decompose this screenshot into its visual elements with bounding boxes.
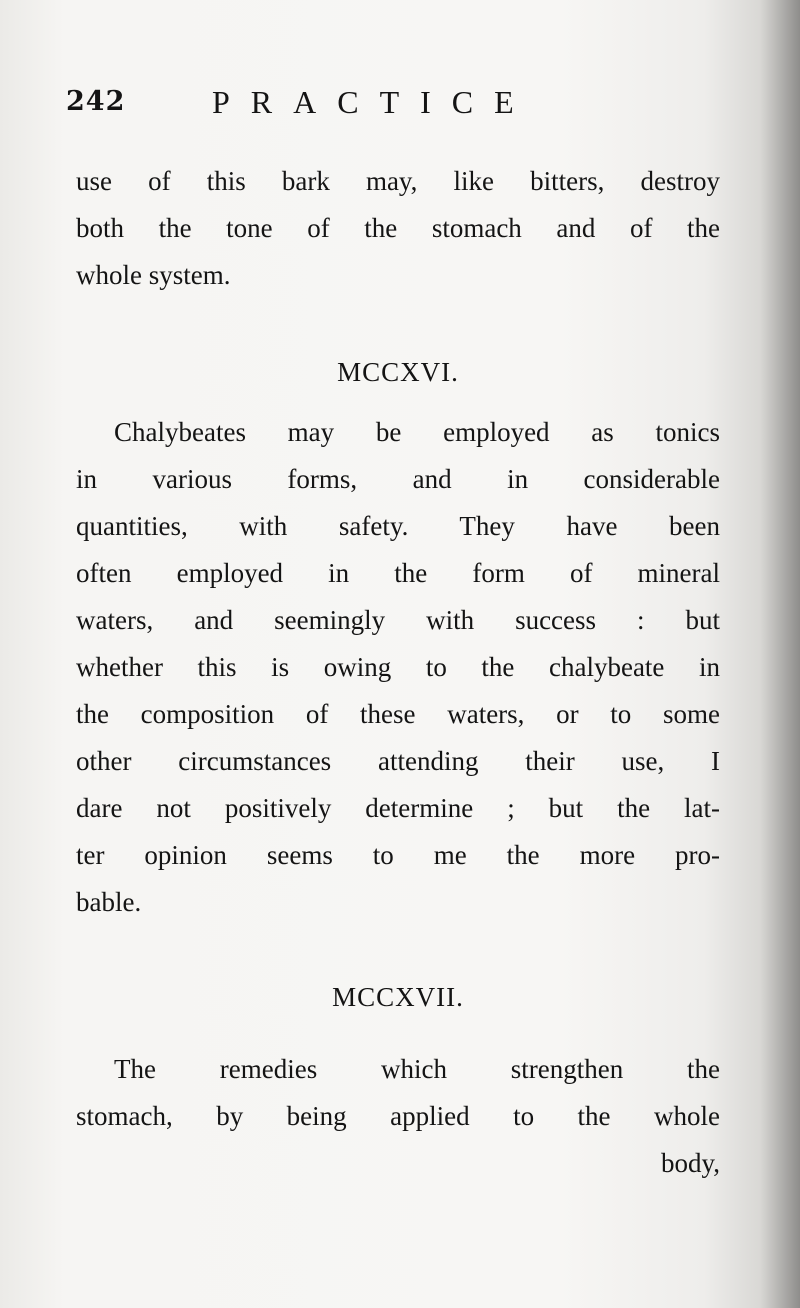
- text-line: stomach, by being applied to the whole: [76, 1101, 720, 1131]
- text-line: bable.: [76, 887, 142, 917]
- text-line: both the tone of the stomach and of the: [76, 213, 720, 243]
- text-line: dare not positively determine ; but the lat-: [76, 793, 720, 823]
- text-line: whether this is owing to the chalybeate in: [76, 652, 720, 682]
- text-line: ter opinion seems to me the more pro-: [76, 840, 720, 870]
- section-paragraph: [76, 409, 720, 926]
- text-line: whole system.: [76, 260, 231, 290]
- text-line: quantities, with safety. They have been: [76, 511, 720, 541]
- text-line: The remedies which strengthen the: [114, 1054, 720, 1084]
- continuation-paragraph: [76, 158, 720, 299]
- section-heading: MCCXVI.: [337, 357, 459, 387]
- section-paragraph: [76, 1046, 720, 1187]
- text-line: the composition of these waters, or to some: [76, 699, 720, 729]
- page-number: 242: [66, 86, 126, 117]
- text-line: Chalybeates may be employed as tonics: [114, 417, 720, 447]
- text-line: in various forms, and in considerable: [76, 464, 720, 494]
- text-line: often employed in the form of mineral: [76, 558, 720, 588]
- text-line: other circumstances attending their use, I: [76, 746, 720, 776]
- text-line: waters, and seemingly with success : but: [76, 605, 720, 635]
- text-line: use of this bark may, like bitters, destroy: [76, 166, 720, 196]
- running-head: PRACTICE: [212, 84, 535, 120]
- page-header: [66, 86, 726, 136]
- catchword: body,: [661, 1148, 720, 1178]
- section-heading: MCCXVII.: [332, 982, 464, 1012]
- text-body: [76, 158, 720, 1187]
